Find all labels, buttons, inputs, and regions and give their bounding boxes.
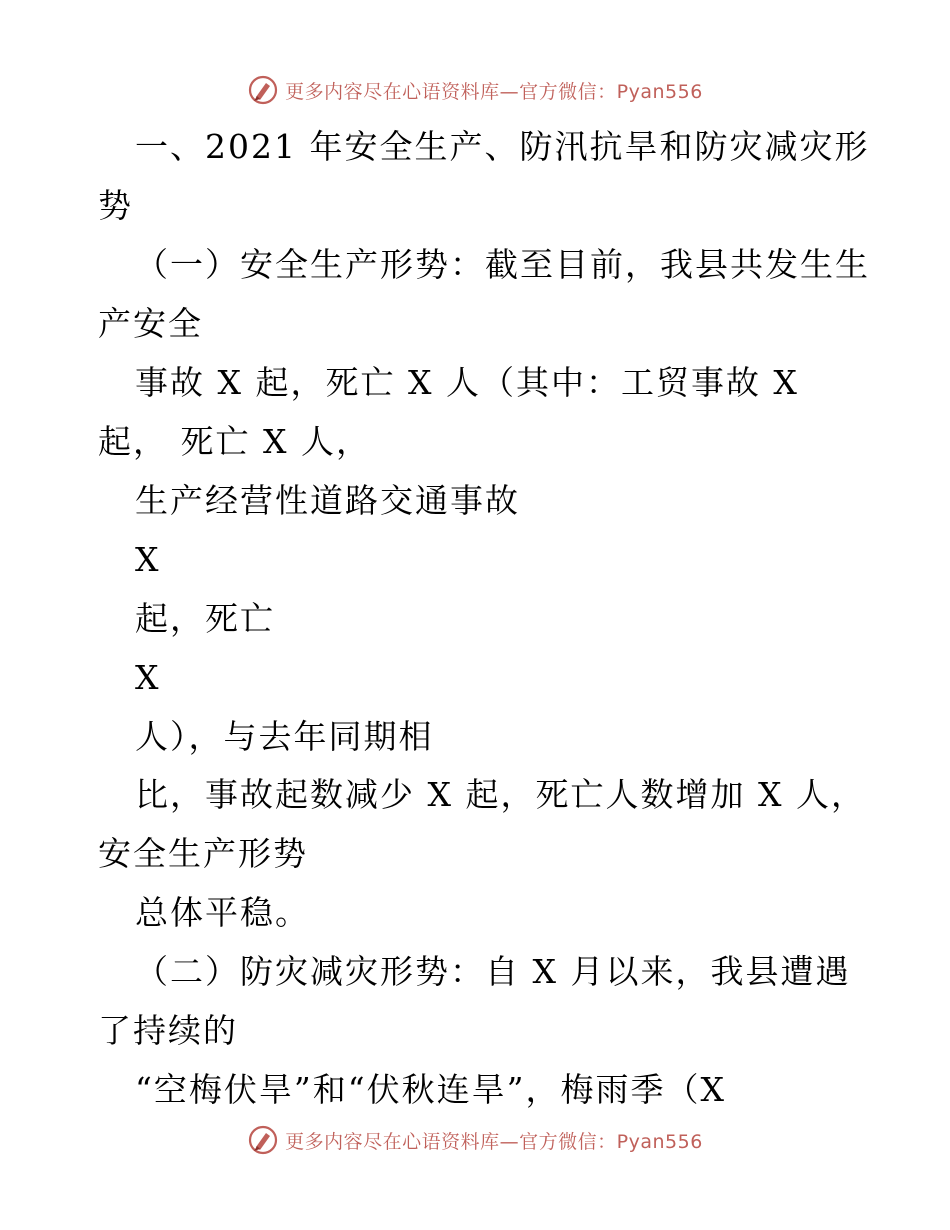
watermark-footer <box>0 1120 950 1160</box>
text-line: 产安全 <box>98 304 203 343</box>
watermark-dash: — <box>499 1130 520 1153</box>
text-line: “空梅伏旱”和“伏秋连旱”，梅雨季（X <box>135 1070 726 1109</box>
watermark-dash: — <box>499 80 520 103</box>
watermark-suffix: 官方微信：Pyan556 <box>519 80 703 103</box>
text-line: 安全生产形势 <box>98 834 308 873</box>
text-line: 了持续的 <box>98 1011 238 1050</box>
watermark-suffix: 官方微信：Pyan556 <box>519 1130 703 1153</box>
text-line: （一）安全生产形势：截至目前，我县共发生生 <box>135 245 870 284</box>
text-line: 起，死亡 <box>135 599 275 638</box>
watermark-prefix: 更多内容尽在心语资料库 <box>285 1130 500 1153</box>
text-line: 一、2021 年安全生产、防汛抗旱和防灾减灾形 <box>135 127 870 166</box>
text-line: （二）防灾减灾形势：自 X 月以来，我县遭遇 <box>135 952 851 991</box>
text-line: X <box>135 658 161 697</box>
text-line: 事故 X 起，死亡 X 人（其中：工贸事故 X <box>135 363 799 402</box>
text-line: 起， 死亡 X 人， <box>98 422 371 461</box>
text-line: 人），与去年同期相 <box>135 717 434 756</box>
text-line: 势 <box>98 186 133 225</box>
text-line: 生产经营性道路交通事故 <box>135 481 520 520</box>
watermark-prefix: 更多内容尽在心语资料库 <box>285 80 500 103</box>
pen-nib-circle-icon <box>247 1124 279 1156</box>
text-line: X <box>135 540 161 579</box>
text-line: 总体平稳。 <box>135 893 310 932</box>
text-line: 比，事故起数减少 X 起，死亡人数增加 X 人， <box>135 775 866 814</box>
watermark-text <box>285 1127 703 1154</box>
